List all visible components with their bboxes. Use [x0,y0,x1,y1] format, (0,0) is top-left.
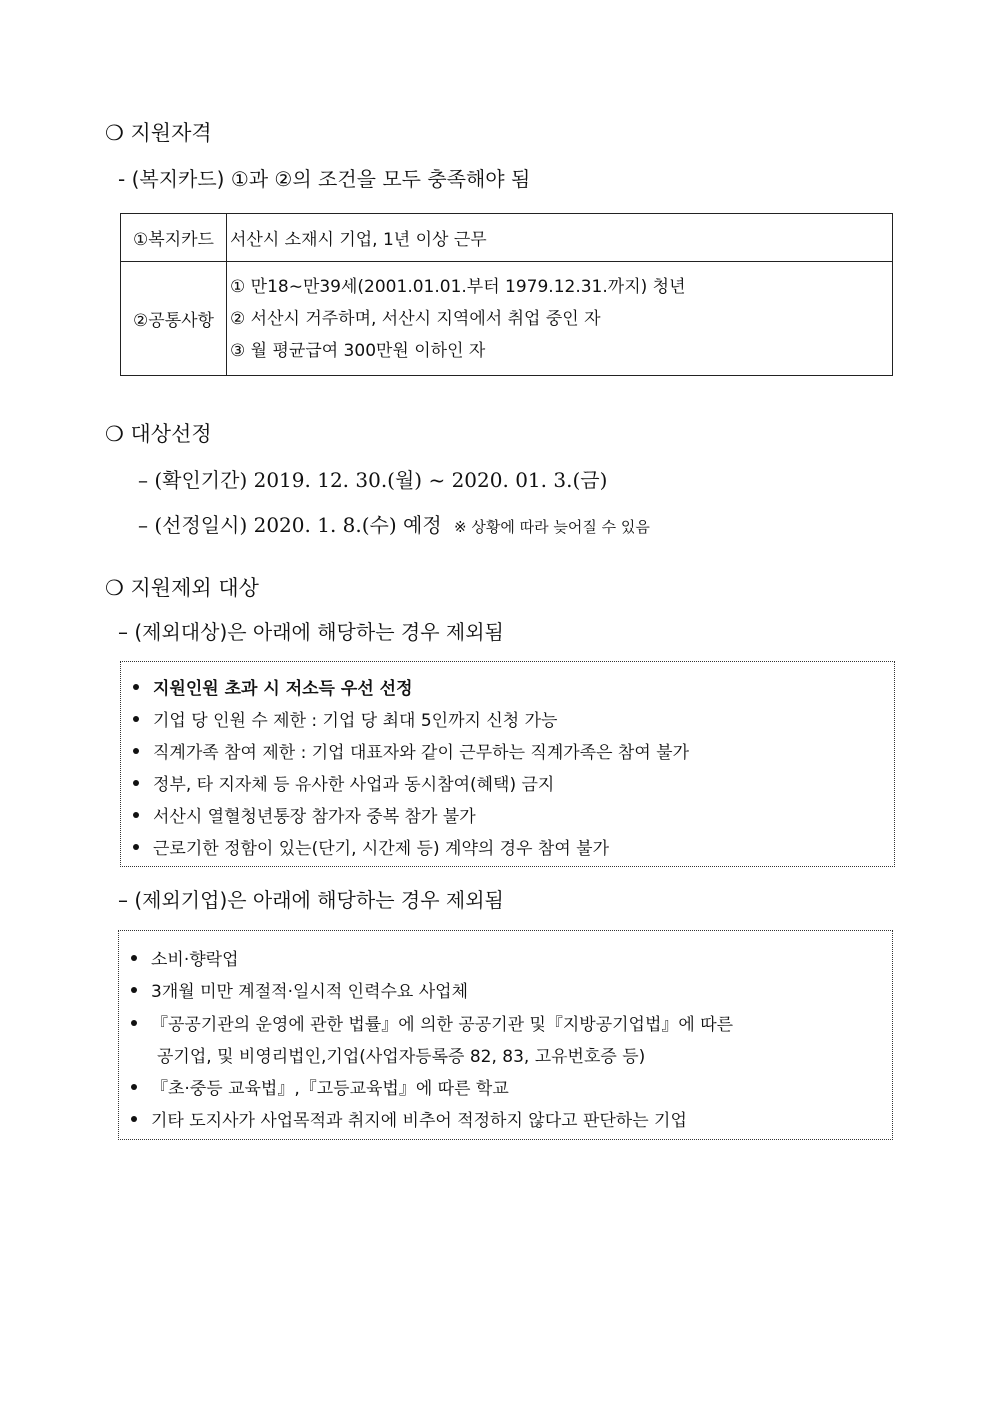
list-item: 근로기한 정함이 있는(단기, 시간제 등) 계약의 경우 참여 불가 [133,834,609,859]
exclusion-company-subtitle: – (제외기업)은 아래에 해당하는 경우 제외됨 [118,888,504,912]
excluded-persons-box [120,661,895,867]
list-item: 『공공기관의 운영에 관한 법률』에 의한 공공기관 및『지방공기업법』에 따른 [131,1010,733,1035]
table-row [121,214,893,262]
list-item: 서산시 열혈청년통장 참가자 중복 참가 불가 [133,802,476,827]
selection-heading: ❍ 대상선정 [105,422,212,446]
common-item-salary: ③ 월 평균급여 300만원 이하인 자 [230,340,486,361]
excluded-companies-box [118,930,893,1140]
list-item: 기타 도지사가 사업목적과 취지에 비추어 적정하지 않다고 판단하는 기업 [131,1106,687,1131]
common-item-residence: ② 서산시 거주하며, 서산시 지역에서 취업 중인 자 [230,308,601,329]
selection-check-period: – (확인기간) 2019. 12. 30.(월) ~ 2020. 01. 3.(금) [138,468,608,492]
list-item-continuation: 공기업, 및 비영리법인,기업(사업자등록증 82, 83, 고유번호증 등) [157,1047,646,1067]
exclusion-heading: ❍ 지원제외 대상 [105,576,259,600]
list-item: 3개월 미만 계절적·일시적 인력수요 사업체 [131,977,468,1002]
row-value-welfare-card: 서산시 소재시 기업, 1년 이상 근무 [227,214,893,262]
row-value-common [227,262,893,376]
list-item: 『초·중등 교육법』,『고등교육법』에 따른 학교 [131,1074,509,1099]
selection-date-line [138,509,650,538]
eligibility-heading: ❍ 지원자격 [105,121,212,145]
selection-note: ※ 상황에 따라 늦어질 수 있음 [454,518,650,536]
eligibility-table [120,213,893,376]
table-row [121,262,893,376]
row-label-common: ②공통사항 [121,262,227,376]
common-item-age: ① 만18∼만39세(2001.01.01.부터 1979.12.31.까지) 청년 [230,276,686,297]
list-item: 직계가족 참여 제한 : 기업 대표자와 같이 근무하는 직계가족은 참여 불가 [133,738,689,763]
row-label-welfare-card: ①복지카드 [121,214,227,262]
eligibility-subtitle: - (복지카드) ①과 ②의 조건을 모두 충족해야 됨 [118,167,531,191]
list-item: 기업 당 인원 수 제한 : 기업 당 최대 5인까지 신청 가능 [133,706,557,731]
list-item: 정부, 타 지자체 등 유사한 사업과 동시참여(혜택) 금지 [133,770,554,795]
exclusion-target-subtitle: – (제외대상)은 아래에 해당하는 경우 제외됨 [118,620,504,644]
list-item: 지원인원 초과 시 저소득 우선 선정 [133,674,413,699]
selection-date: – (선정일시) 2020. 1. 8.(수) 예정 [138,513,442,537]
list-item: 소비·향락업 [131,945,239,970]
